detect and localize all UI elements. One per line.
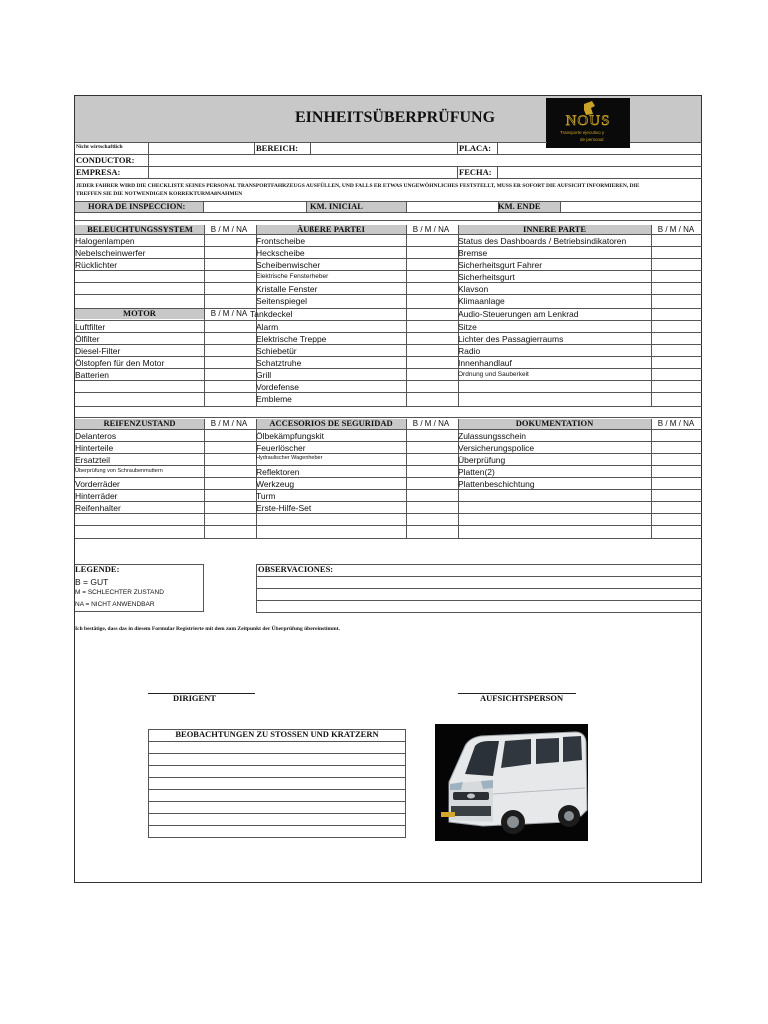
- checklist-item: Nebelscheinwerfer: [75, 248, 146, 258]
- checklist-item: Versicherungspolice: [458, 443, 535, 453]
- hora-inspeccion-field[interactable]: [205, 203, 304, 211]
- checklist-item: Grill: [256, 370, 272, 380]
- checklist-item: Turm: [256, 491, 276, 501]
- hora-inspeccion-label: HORA DE INSPECCION:: [88, 201, 186, 211]
- dokumentation-rating-cells[interactable]: [652, 430, 701, 538]
- checklist-item: Elektrische Treppe: [256, 334, 327, 344]
- motor-title: MOTOR: [123, 308, 156, 318]
- confirmation-text: Ich bestätige, dass das in diesem Formular Registrierte mit dem zum Zeitpunkt der Überprüfung übereinstimmt.: [75, 626, 340, 632]
- accesorios-rating-cells[interactable]: [407, 430, 457, 538]
- checklist-item: Sitze: [458, 322, 477, 332]
- bereich-label: BEREICH:: [256, 143, 299, 153]
- observaciones-label: OBSERVACIONES:: [258, 564, 334, 574]
- innere-rating-cells[interactable]: [652, 235, 701, 407]
- checklist-item: Ölfilter: [75, 334, 100, 344]
- checklist-item: Werkzeug: [256, 479, 295, 489]
- van-image: [435, 724, 588, 841]
- aussere-title: ÄUßERE PARTEI: [297, 224, 365, 234]
- checklist-item: Halogenlampen: [75, 236, 135, 246]
- legend-b: B = GUT: [75, 577, 109, 587]
- checklist-item: Platten(2): [458, 467, 495, 477]
- beobachtungen-field[interactable]: [149, 742, 405, 837]
- legend-m: M = SCHLECHTER ZUSTAND: [75, 589, 164, 596]
- checklist-item: Alarm: [256, 322, 279, 332]
- instructions-text: [76, 182, 700, 198]
- dirigent-label: DIRIGENT: [173, 693, 216, 703]
- checklist-item: Ölbekämpfungskit: [256, 431, 325, 441]
- innere-title: INNERE PARTE: [522, 224, 587, 234]
- placa-field[interactable]: [499, 144, 629, 153]
- logo-subtitle-2: de personal: [580, 137, 604, 142]
- beleuchtung-motor-rating-cells[interactable]: [205, 235, 255, 407]
- checklist-item: Tankdeckel: [250, 309, 293, 319]
- checklist-item: Ordnung und Sauberkeit: [458, 371, 529, 378]
- legend-title: LEGENDE:: [75, 564, 120, 574]
- fecha-field[interactable]: [499, 168, 699, 177]
- checklist-item: Erste-Hilfe-Set: [256, 503, 312, 513]
- checklist-item: Scheibenwischer: [256, 260, 321, 270]
- km-inicial-label: KM. INICIAL: [310, 201, 363, 211]
- checklist-item: Sicherheitsgurt Fahrer: [458, 260, 543, 270]
- beleuchtung-title: BELEUCHTUNGSSYSTEM: [87, 224, 193, 234]
- checklist-item: Ersatzteil: [75, 455, 110, 465]
- reifen-title: REIFENZUSTAND: [103, 418, 176, 428]
- reifen-rating-header: B / M / NA: [210, 419, 248, 428]
- checklist-item: Klimaanlage: [458, 296, 505, 306]
- motor-rating-header: B / M / NA: [210, 309, 248, 318]
- checklist-item: Zulassungsschein: [458, 431, 527, 441]
- checklist-item: Hydraulischer Wagenheber: [256, 455, 323, 461]
- dokumentation-rating-header: B / M / NA: [657, 419, 695, 428]
- checklist-item: Innenhandlauf: [458, 358, 512, 368]
- checklist-item: Diesel-Filter: [75, 346, 121, 356]
- conductor-field[interactable]: [149, 156, 699, 165]
- km-ende-label: KM. ENDE: [498, 201, 541, 211]
- aufsichtsperson-label: AUFSICHTSPERSON: [480, 693, 564, 703]
- aussere-rating-header: B / M / NA: [412, 225, 450, 234]
- checklist-item: Reflektoren: [256, 467, 300, 477]
- checklist-item: Schatztruhe: [256, 358, 302, 368]
- checklist-item: Seitenspiegel: [256, 296, 308, 306]
- dirigent-signature-field[interactable]: [148, 671, 255, 692]
- checklist-item: Ölstopfen für den Motor: [75, 358, 165, 368]
- checklist-item: Delanteros: [75, 431, 117, 441]
- checklist-item: Frontscheibe: [256, 236, 306, 246]
- checklist-item: Plattenbeschichtung: [458, 479, 535, 489]
- aufsichtsperson-signature-field[interactable]: [458, 671, 576, 692]
- checklist-item: Sicherheitsgurt: [458, 272, 515, 282]
- checklist-item: Status des Dashboards / Betriebsindikatoren: [458, 236, 627, 246]
- instructions-line-2: TREFFEN SIE DIE NOTWENDIGEN KORREKTURMAßNAHMEN: [76, 191, 243, 197]
- checklist-item: Heckscheibe: [256, 248, 305, 258]
- checklist-item: Schiebetür: [256, 346, 297, 356]
- checklist-item: Hinterteile: [75, 443, 114, 453]
- checklist-item: Klavson: [458, 284, 489, 294]
- checklist-item: Radio: [458, 346, 481, 356]
- km-inicial-field[interactable]: [408, 203, 496, 211]
- checklist-item: Reifenhalter: [75, 503, 121, 513]
- inspection-form: [74, 95, 702, 883]
- checklist-item: Batterien: [75, 370, 110, 380]
- checklist-item: Embleme: [256, 394, 292, 404]
- checklist-item: Rücklichter: [75, 260, 118, 270]
- beobachtungen-title: BEOBACHTUNGEN ZU STOSSEN UND KRATZERN: [175, 729, 379, 739]
- checklist-item: Vorderräder: [75, 479, 120, 489]
- fecha-label: FECHA:: [459, 167, 492, 177]
- legend-na: NA = NICHT ANWENDBAR: [75, 601, 155, 608]
- dokumentation-title: DOKUMENTATION: [515, 418, 594, 428]
- logo-text: NOUS: [565, 113, 611, 129]
- aussere-rating-cells[interactable]: [407, 235, 457, 407]
- wirtschaftlich-field[interactable]: [149, 144, 253, 153]
- checklist-item: Audio-Steuerungen am Lenkrad: [458, 309, 579, 319]
- checklist-item: Luftfilter: [75, 322, 106, 332]
- checklist-item: Überprüfung: [458, 455, 506, 465]
- checklist-item: Elektrische Fensterheber: [256, 273, 329, 280]
- checklist-item: Feuerlöscher: [256, 443, 306, 453]
- accesorios-rating-header: B / M / NA: [412, 419, 450, 428]
- accesorios-title: ACCESORIOS DE SEGURIDAD: [269, 418, 393, 428]
- logo-subtitle-1: Transporte ejecutivo y: [560, 130, 605, 135]
- form-title: EINHEITSÜBERPRÜFUNG: [294, 109, 496, 126]
- wirtschaftlich-label: Nicht wirtschaftlich: [76, 144, 123, 150]
- innere-rating-header: B / M / NA: [657, 225, 695, 234]
- empresa-field[interactable]: [149, 168, 456, 177]
- observaciones-field[interactable]: [258, 577, 700, 611]
- conductor-label: CONDUCTOR:: [76, 155, 135, 165]
- checklist-item: Lichter des Passagierraums: [458, 334, 564, 344]
- checklist-item: Bremse: [458, 248, 488, 258]
- company-logo: [546, 98, 630, 148]
- checklist-item: Überprüfung von Schraubenmuttern: [75, 468, 163, 474]
- km-ende-field[interactable]: [562, 203, 700, 211]
- van-photo: [435, 724, 588, 841]
- checklist-item: Hinterräder: [75, 491, 118, 501]
- beleuchtung-rating-header: B / M / NA: [210, 225, 248, 234]
- instructions-line-1: JEDER FAHRER WIRD DIE CHECKLISTE SEINES PERSONAL TRANSPORTFAHRZEUGS AUSFÜLLEN, UND FALLS ER ETWAS UNGEWÖHNLICHES FESTSTELLT, MUSS ER SOFORT DIE AUFSICHT INFORMIEREN, DIE: [76, 183, 640, 189]
- empresa-label: EMPRESA:: [76, 167, 121, 177]
- reifen-rating-cells[interactable]: [205, 430, 255, 538]
- checklist-item: Kristalle Fenster: [256, 284, 318, 294]
- checklist-item: Vordefense: [256, 382, 300, 392]
- bereich-field[interactable]: [312, 144, 456, 153]
- placa-label: PLACA:: [459, 143, 492, 153]
